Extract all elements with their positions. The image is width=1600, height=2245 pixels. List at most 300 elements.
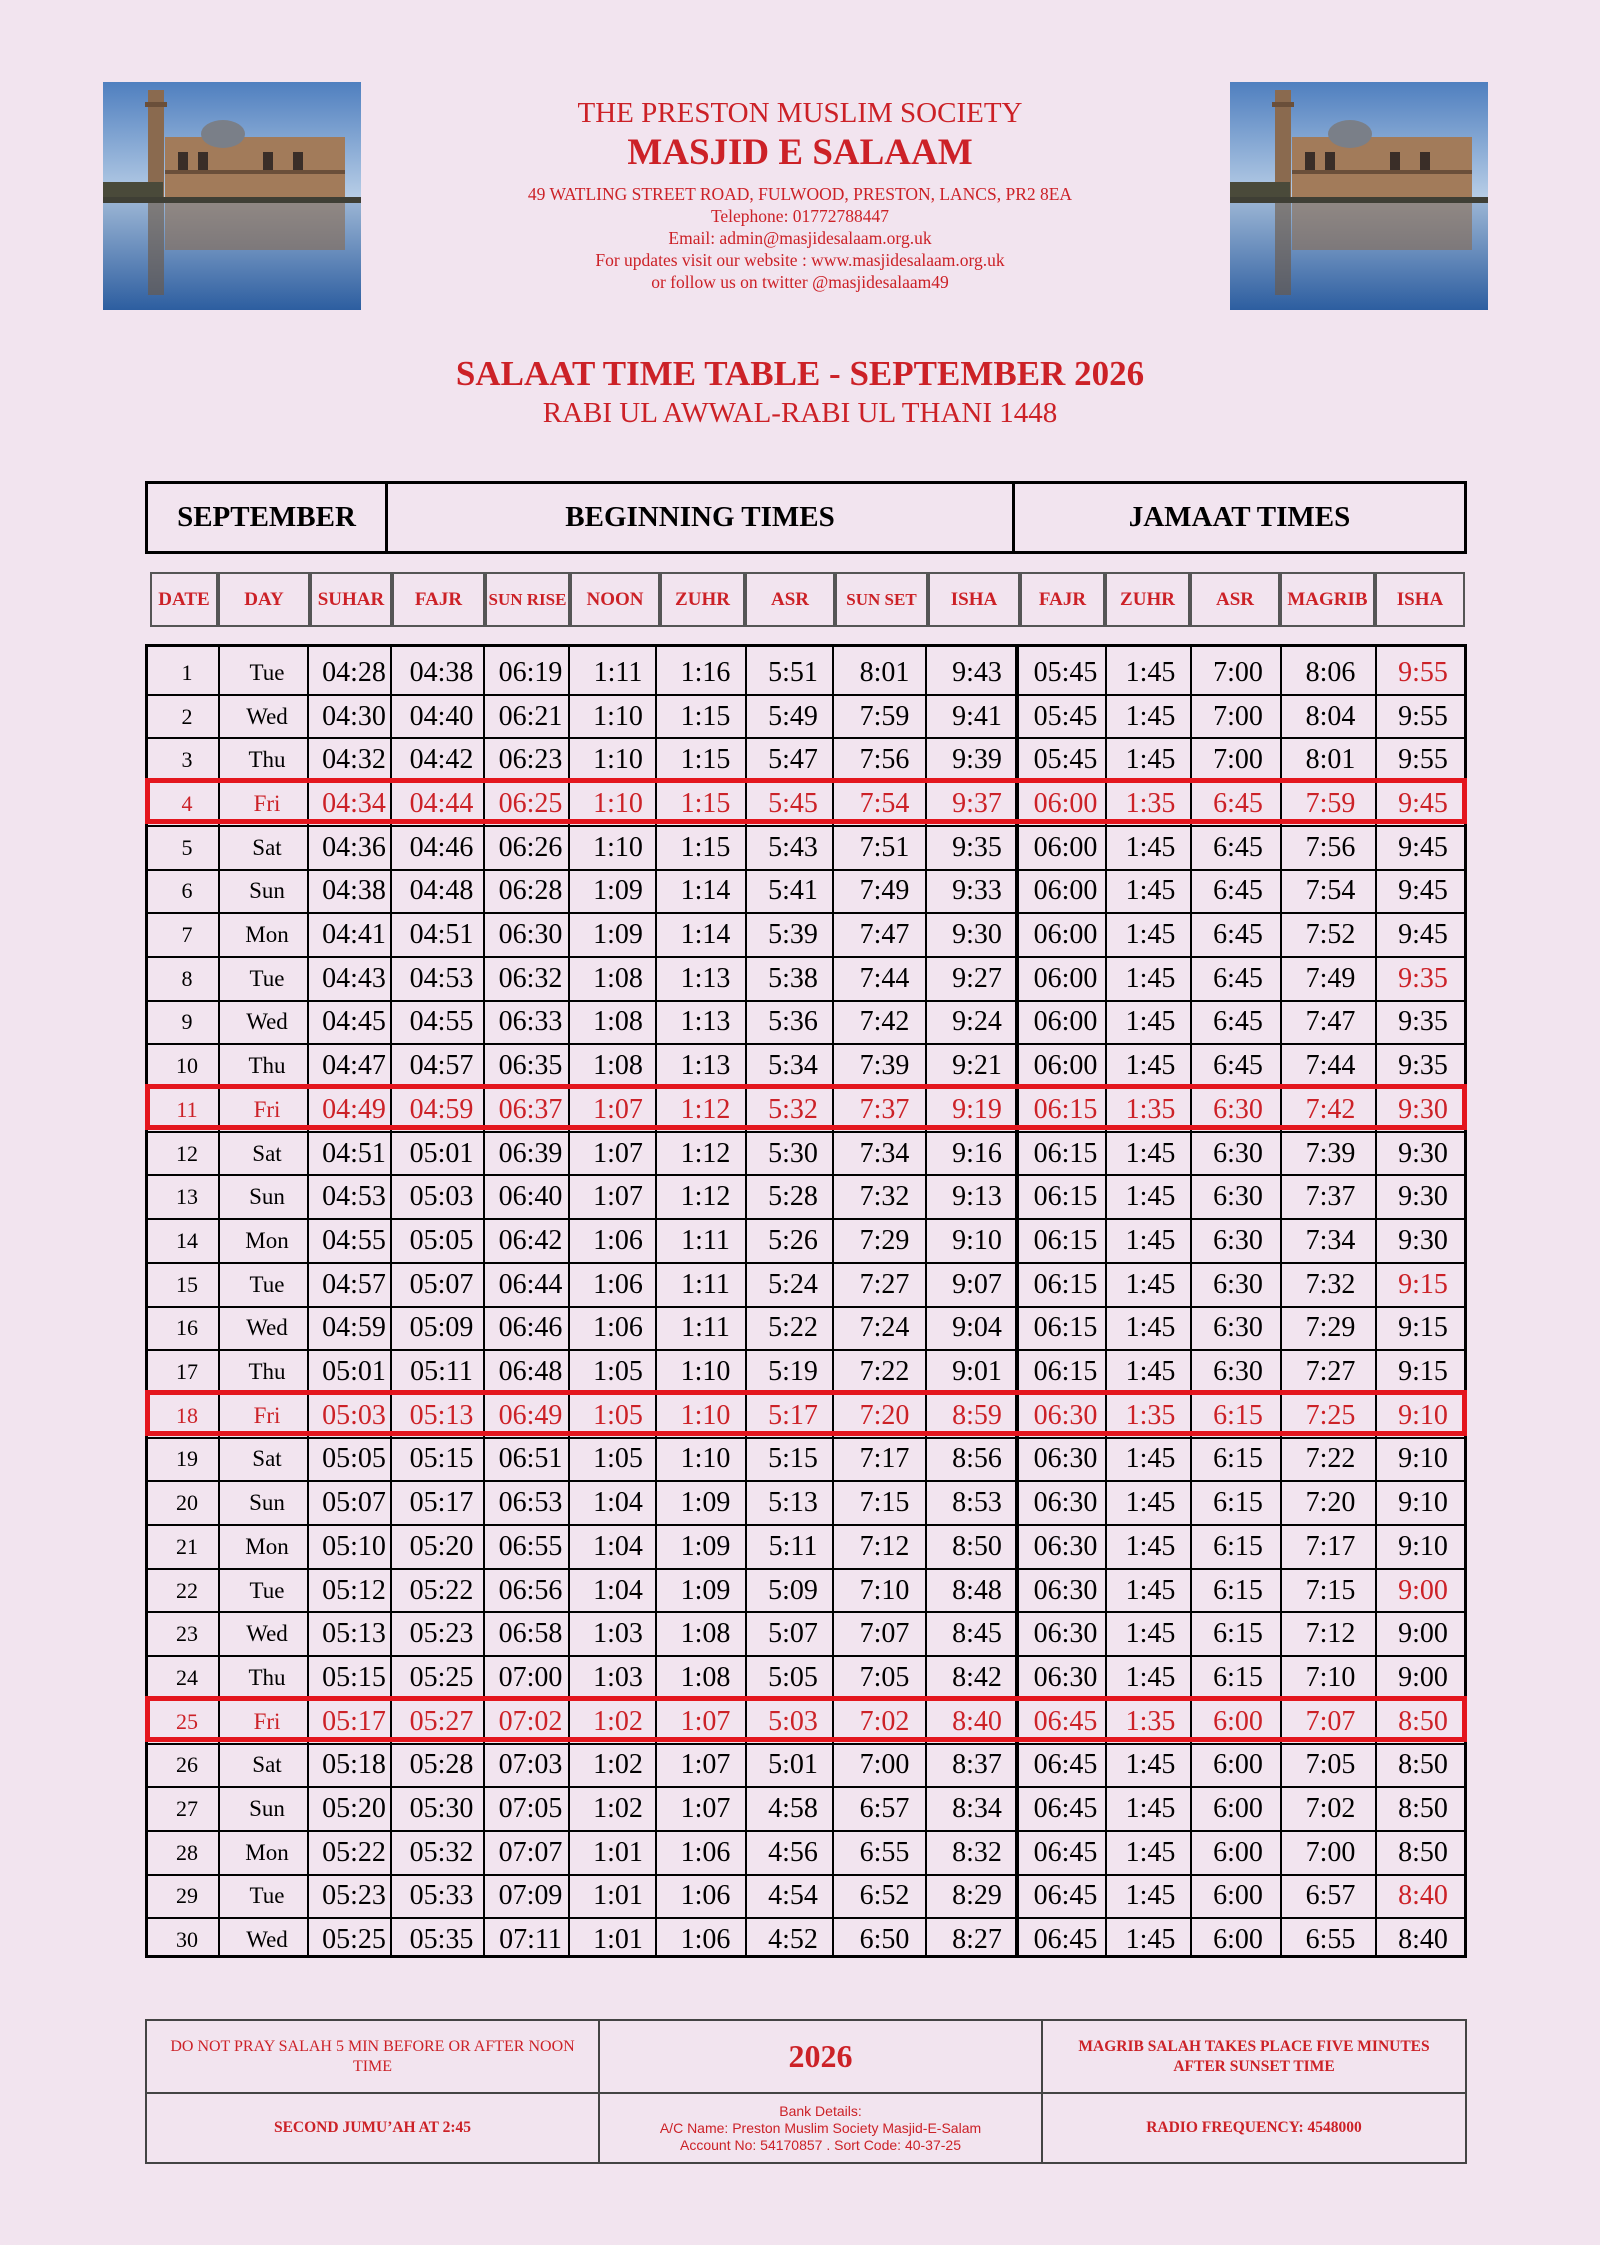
cell-sunset: 7:15	[859, 1487, 910, 1519]
cell-jamaat-zuhr: 1:45	[1125, 1443, 1176, 1475]
cell-jamaat-isha: 8:50	[1398, 1793, 1448, 1825]
cell-jamaat-asr: 6:45	[1213, 1006, 1263, 1038]
cell-jamaat-isha: 9:00	[1398, 1661, 1448, 1693]
cell-jamaat-asr: 7:00	[1213, 744, 1263, 776]
cell-isha: 9:30	[952, 919, 1002, 951]
cell-date: 29	[176, 1883, 198, 1909]
table-row	[148, 1044, 1464, 1088]
cell-sunrise: 07:07	[498, 1836, 563, 1868]
table-row	[148, 870, 1464, 914]
cell-jamaat-isha: 9:35	[1398, 962, 1448, 994]
cell-day: Fri	[253, 1096, 281, 1122]
table-row	[148, 1263, 1464, 1307]
cell-sunrise: 06:19	[498, 656, 563, 688]
cell-asr: 4:54	[768, 1880, 818, 1912]
column-header-isha: ISHA	[928, 572, 1020, 627]
column-header-date: DATE	[150, 572, 218, 627]
cell-sunrise: 07:09	[498, 1880, 563, 1912]
cell-suhar: 05:22	[322, 1836, 386, 1868]
cell-fajr: 05:01	[409, 1137, 474, 1169]
cell-noon: 1:08	[593, 1006, 643, 1038]
mosque-photo-left	[103, 82, 361, 310]
cell-jamaat-asr: 6:00	[1213, 1924, 1263, 1956]
mosque-photo-right	[1230, 82, 1488, 310]
cell-date: 6	[181, 878, 193, 904]
cell-jamaat-fajr: 05:45	[1033, 656, 1098, 688]
cell-sunrise: 06:42	[498, 1224, 563, 1256]
cell-zuhr: 1:06	[680, 1924, 731, 1956]
cell-jamaat-asr: 6:30	[1213, 1356, 1263, 1388]
cell-noon: 1:03	[593, 1661, 643, 1693]
cell-date: 9	[181, 1009, 193, 1035]
cell-isha: 8:29	[952, 1880, 1002, 1912]
cell-sunset: 7:34	[859, 1137, 910, 1169]
cell-asr: 5:11	[768, 1530, 818, 1562]
cell-sunrise: 06:21	[498, 700, 563, 732]
cell-day: Fri	[253, 790, 281, 816]
cell-suhar: 05:20	[322, 1793, 386, 1825]
bank-name: A/C Name: Preston Muslim Society Masjid-E-Salam	[659, 2119, 982, 2136]
cell-jamaat-asr: 7:00	[1213, 656, 1263, 688]
cell-sunset: 7:27	[859, 1268, 910, 1300]
cell-sunrise: 07:02	[498, 1705, 563, 1737]
cell-sunrise: 06:23	[498, 744, 563, 776]
cell-jamaat-zuhr: 1:35	[1125, 1705, 1176, 1737]
cell-jamaat-fajr: 06:30	[1033, 1399, 1098, 1431]
cell-sunset: 6:50	[859, 1924, 910, 1956]
cell-fajr: 04:51	[409, 919, 474, 951]
cell-jamaat-isha: 9:45	[1398, 787, 1448, 819]
cell-jamaat-isha: 9:10	[1398, 1443, 1448, 1475]
cell-jamaat-magrib: 7:29	[1305, 1312, 1356, 1344]
cell-sunrise: 06:48	[498, 1356, 563, 1388]
telephone: Telephone: 01772788447	[710, 206, 890, 226]
cell-jamaat-magrib: 7:52	[1305, 919, 1356, 951]
cell-asr: 5:26	[768, 1224, 818, 1256]
timetable-grid	[145, 644, 1467, 1958]
cell-suhar: 04:53	[322, 1181, 386, 1213]
cell-isha: 8:27	[952, 1924, 1002, 1956]
table-row	[148, 1132, 1464, 1176]
cell-zuhr: 1:09	[680, 1530, 731, 1562]
cell-zuhr: 1:12	[680, 1137, 731, 1169]
cell-asr: 5:13	[768, 1487, 818, 1519]
cell-isha: 9:35	[952, 831, 1002, 863]
cell-fajr: 05:20	[409, 1530, 474, 1562]
cell-jamaat-fajr: 06:15	[1033, 1137, 1098, 1169]
cell-suhar: 04:41	[322, 919, 386, 951]
cell-fajr: 04:53	[409, 962, 474, 994]
cell-asr: 4:58	[768, 1793, 818, 1825]
cell-isha: 8:50	[952, 1530, 1002, 1562]
cell-suhar: 04:47	[322, 1050, 386, 1082]
cell-sunrise: 06:30	[498, 919, 563, 951]
cell-suhar: 05:05	[322, 1443, 386, 1475]
cell-jamaat-zuhr: 1:45	[1125, 1924, 1176, 1956]
cell-noon: 1:07	[593, 1093, 643, 1125]
cell-zuhr: 1:08	[680, 1618, 731, 1650]
cell-day: Thu	[248, 747, 286, 773]
table-row	[148, 1525, 1464, 1569]
cell-zuhr: 1:06	[680, 1836, 731, 1868]
cell-jamaat-fajr: 06:15	[1033, 1268, 1098, 1300]
cell-asr: 5:19	[768, 1356, 818, 1388]
cell-zuhr: 1:07	[680, 1793, 731, 1825]
cell-sunrise: 06:37	[498, 1093, 563, 1125]
cell-date: 30	[176, 1927, 198, 1953]
cell-jamaat-isha: 9:55	[1398, 700, 1448, 732]
cell-jamaat-fajr: 06:00	[1033, 1006, 1098, 1038]
cell-asr: 5:38	[768, 962, 818, 994]
column-header-day: DAY	[218, 572, 310, 627]
table-row	[148, 1787, 1464, 1831]
cell-noon: 1:04	[593, 1487, 643, 1519]
cell-jamaat-magrib: 7:27	[1305, 1356, 1356, 1388]
column-header-sunset: SUN SET	[835, 572, 928, 627]
cell-jamaat-zuhr: 1:45	[1125, 1181, 1176, 1213]
cell-jamaat-magrib: 6:57	[1305, 1880, 1356, 1912]
table-row	[148, 1744, 1464, 1788]
cell-date: 15	[176, 1271, 198, 1297]
cell-date: 19	[176, 1446, 198, 1472]
cell-jamaat-asr: 6:45	[1213, 919, 1263, 951]
cell-fajr: 05:07	[409, 1268, 474, 1300]
cell-zuhr: 1:15	[680, 787, 731, 819]
cell-jamaat-fajr: 05:45	[1033, 744, 1098, 776]
cell-jamaat-isha: 8:40	[1398, 1880, 1448, 1912]
cell-jamaat-magrib: 7:12	[1305, 1618, 1356, 1650]
cell-suhar: 04:49	[322, 1093, 386, 1125]
cell-zuhr: 1:08	[680, 1661, 731, 1693]
cell-date: 16	[176, 1315, 198, 1341]
cell-jamaat-zuhr: 1:45	[1125, 875, 1176, 907]
cell-sunset: 7:10	[859, 1574, 910, 1606]
cell-jamaat-isha: 9:15	[1398, 1268, 1448, 1300]
cell-day: Fri	[253, 1402, 281, 1428]
cell-date: 27	[176, 1796, 198, 1822]
cell-jamaat-magrib: 7:44	[1305, 1050, 1356, 1082]
cell-jamaat-fajr: 06:30	[1033, 1661, 1098, 1693]
cell-date: 20	[176, 1490, 198, 1516]
cell-sunrise: 06:32	[498, 962, 563, 994]
table-row	[148, 913, 1464, 957]
cell-suhar: 05:13	[322, 1618, 386, 1650]
cell-fajr: 05:11	[410, 1356, 473, 1388]
column-header-jamaat-zuhr: ZUHR	[1105, 572, 1190, 627]
table-row	[148, 1175, 1464, 1219]
cell-jamaat-asr: 6:15	[1213, 1530, 1263, 1562]
cell-day: Mon	[245, 1227, 289, 1253]
email: Email: admin@masjidesalaam.org.uk	[668, 228, 932, 248]
cell-sunrise: 07:11	[499, 1924, 562, 1956]
cell-jamaat-isha: 9:45	[1398, 875, 1448, 907]
cell-jamaat-zuhr: 1:45	[1125, 1793, 1176, 1825]
cell-noon: 1:07	[593, 1181, 643, 1213]
cell-jamaat-isha: 9:15	[1398, 1312, 1448, 1344]
cell-date: 11	[176, 1096, 198, 1122]
cell-asr: 5:24	[768, 1268, 818, 1300]
cell-date: 22	[176, 1577, 198, 1603]
cell-zuhr: 1:09	[680, 1487, 731, 1519]
footer-no-pray-note: DO NOT PRAY SALAH 5 MIN BEFORE OR AFTER NOON TIME	[145, 2019, 600, 2094]
cell-jamaat-magrib: 7:25	[1305, 1399, 1356, 1431]
cell-jamaat-magrib: 7:37	[1305, 1181, 1356, 1213]
cell-noon: 1:01	[593, 1880, 643, 1912]
cell-jamaat-magrib: 7:15	[1305, 1574, 1356, 1606]
cell-sunset: 6:55	[859, 1836, 910, 1868]
cell-asr: 4:56	[768, 1836, 818, 1868]
cell-jamaat-asr: 6:00	[1213, 1749, 1263, 1781]
cell-fajr: 05:22	[409, 1574, 474, 1606]
cell-suhar: 04:43	[322, 962, 386, 994]
cell-asr: 5:36	[768, 1006, 818, 1038]
footer-radio: RADIO FREQUENCY: 4548000	[1041, 2092, 1467, 2164]
cell-noon: 1:10	[593, 831, 643, 863]
cell-jamaat-asr: 6:45	[1213, 787, 1263, 819]
cell-sunset: 7:47	[859, 919, 910, 951]
cell-day: Thu	[248, 1359, 286, 1385]
cell-jamaat-isha: 8:50	[1398, 1749, 1448, 1781]
table-row	[148, 651, 1464, 695]
column-header-zuhr: ZUHR	[660, 572, 745, 627]
cell-jamaat-magrib: 6:55	[1305, 1924, 1356, 1956]
cell-jamaat-magrib: 8:06	[1305, 656, 1356, 688]
cell-noon: 1:05	[593, 1356, 643, 1388]
cell-jamaat-magrib: 7:49	[1305, 962, 1356, 994]
cell-sunrise: 06:44	[498, 1268, 563, 1300]
cell-day: Sat	[252, 1446, 282, 1472]
cell-day: Thu	[248, 1664, 286, 1690]
cell-jamaat-asr: 6:00	[1213, 1793, 1263, 1825]
band-jamaat-times: JAMAAT TIMES	[1012, 481, 1467, 554]
cell-date: 12	[176, 1140, 198, 1166]
cell-zuhr: 1:13	[680, 962, 731, 994]
cell-fajr: 04:48	[409, 875, 474, 907]
cell-isha: 8:53	[952, 1487, 1002, 1519]
cell-date: 13	[176, 1184, 198, 1210]
band-month: SEPTEMBER	[145, 481, 388, 554]
cell-suhar: 05:07	[322, 1487, 386, 1519]
cell-jamaat-asr: 6:30	[1213, 1181, 1263, 1213]
cell-zuhr: 1:11	[681, 1224, 730, 1256]
masjid-name: MASJID E SALAAM	[627, 132, 973, 173]
cell-jamaat-magrib: 7:39	[1305, 1137, 1356, 1169]
column-header-jamaat-fajr: FAJR	[1020, 572, 1105, 627]
cell-fajr: 05:28	[409, 1749, 474, 1781]
cell-day: Wed	[246, 1621, 288, 1647]
friday-highlight-frame	[145, 1696, 1467, 1742]
cell-suhar: 04:36	[322, 831, 386, 863]
cell-isha: 9:01	[952, 1356, 1002, 1388]
cell-suhar: 04:32	[322, 744, 386, 776]
cell-noon: 1:11	[593, 656, 643, 688]
cell-zuhr: 1:07	[680, 1749, 731, 1781]
cell-jamaat-isha: 9:00	[1398, 1618, 1448, 1650]
cell-sunset: 7:54	[859, 787, 910, 819]
table-row	[148, 738, 1464, 782]
footer-bank-details	[598, 2092, 1043, 2164]
cell-jamaat-fajr: 06:30	[1033, 1487, 1098, 1519]
cell-jamaat-asr: 6:45	[1213, 831, 1263, 863]
cell-sunrise: 06:46	[498, 1312, 563, 1344]
cell-zuhr: 1:06	[680, 1880, 731, 1912]
cell-asr: 4:52	[768, 1924, 818, 1956]
cell-jamaat-magrib: 7:17	[1305, 1530, 1356, 1562]
cell-suhar: 05:23	[322, 1880, 386, 1912]
cell-asr: 5:32	[768, 1093, 818, 1125]
cell-noon: 1:02	[593, 1793, 643, 1825]
cell-jamaat-magrib: 7:54	[1305, 875, 1356, 907]
cell-jamaat-isha: 9:10	[1398, 1487, 1448, 1519]
cell-jamaat-asr: 6:45	[1213, 962, 1263, 994]
cell-zuhr: 1:14	[680, 875, 731, 907]
cell-jamaat-asr: 6:15	[1213, 1487, 1263, 1519]
cell-sunset: 7:02	[859, 1705, 910, 1737]
cell-zuhr: 1:12	[680, 1093, 731, 1125]
cell-date: 18	[176, 1402, 198, 1428]
cell-jamaat-zuhr: 1:35	[1125, 1399, 1176, 1431]
cell-suhar: 04:55	[322, 1224, 386, 1256]
cell-date: 8	[181, 965, 193, 991]
cell-sunset: 7:37	[859, 1093, 910, 1125]
table-row	[148, 1831, 1464, 1875]
cell-noon: 1:02	[593, 1749, 643, 1781]
cell-jamaat-isha: 9:55	[1398, 744, 1448, 776]
cell-jamaat-zuhr: 1:45	[1125, 1836, 1176, 1868]
cell-sunset: 6:57	[859, 1793, 910, 1825]
cell-jamaat-fajr: 06:15	[1033, 1356, 1098, 1388]
cell-jamaat-asr: 6:00	[1213, 1880, 1263, 1912]
society-name: THE PRESTON MUSLIM SOCIETY	[577, 97, 1023, 129]
cell-jamaat-fajr: 06:45	[1033, 1749, 1098, 1781]
cell-noon: 1:09	[593, 919, 643, 951]
cell-jamaat-magrib: 7:20	[1305, 1487, 1356, 1519]
footer-magrib-note: MAGRIB SALAH TAKES PLACE FIVE MINUTES AFTER SUNSET TIME	[1041, 2019, 1467, 2094]
cell-sunrise: 06:39	[498, 1137, 563, 1169]
cell-jamaat-magrib: 7:32	[1305, 1268, 1356, 1300]
cell-jamaat-fajr: 06:00	[1033, 962, 1098, 994]
column-header-sunrise: SUN RISE	[485, 572, 570, 627]
cell-fajr: 05:23	[409, 1618, 474, 1650]
cell-isha: 9:10	[952, 1224, 1002, 1256]
cell-fajr: 05:03	[409, 1181, 474, 1213]
cell-suhar: 05:03	[322, 1399, 386, 1431]
column-header-asr: ASR	[745, 572, 835, 627]
cell-zuhr: 1:15	[680, 831, 731, 863]
cell-sunrise: 06:49	[498, 1399, 563, 1431]
table-row	[148, 1569, 1464, 1613]
cell-jamaat-asr: 7:00	[1213, 700, 1263, 732]
cell-jamaat-zuhr: 1:45	[1125, 744, 1176, 776]
friday-highlight-frame	[145, 778, 1467, 824]
footer-year: 2026	[598, 2019, 1043, 2094]
cell-sunrise: 06:28	[498, 875, 563, 907]
cell-jamaat-zuhr: 1:45	[1125, 962, 1176, 994]
cell-sunset: 7:49	[859, 875, 910, 907]
column-header-jamaat-isha: ISHA	[1375, 572, 1465, 627]
cell-fajr: 04:40	[409, 700, 474, 732]
cell-date: 7	[181, 922, 193, 948]
column-header-noon: NOON	[570, 572, 660, 627]
cell-noon: 1:03	[593, 1618, 643, 1650]
cell-jamaat-zuhr: 1:45	[1125, 656, 1176, 688]
cell-noon: 1:07	[593, 1137, 643, 1169]
cell-sunrise: 06:58	[498, 1618, 563, 1650]
cell-jamaat-asr: 6:15	[1213, 1661, 1263, 1693]
cell-day: Wed	[246, 1315, 288, 1341]
cell-jamaat-zuhr: 1:45	[1125, 1661, 1176, 1693]
cell-zuhr: 1:07	[680, 1705, 731, 1737]
cell-day: Mon	[245, 1533, 289, 1559]
cell-sunset: 7:59	[859, 700, 910, 732]
cell-fajr: 05:05	[409, 1224, 474, 1256]
cell-noon: 1:06	[593, 1268, 643, 1300]
cell-noon: 1:06	[593, 1224, 643, 1256]
cell-isha: 9:43	[952, 656, 1002, 688]
cell-jamaat-fajr: 06:00	[1033, 1050, 1098, 1082]
cell-jamaat-fajr: 06:30	[1033, 1530, 1098, 1562]
column-header-suhar: SUHAR	[310, 572, 392, 627]
cell-jamaat-isha: 9:30	[1398, 1093, 1448, 1125]
table-row	[148, 1875, 1464, 1919]
cell-jamaat-isha: 9:30	[1398, 1137, 1448, 1169]
cell-jamaat-isha: 9:35	[1398, 1050, 1448, 1082]
cell-fajr: 04:55	[409, 1006, 474, 1038]
cell-day: Mon	[245, 922, 289, 948]
cell-jamaat-isha: 9:45	[1398, 831, 1448, 863]
cell-sunset: 7:44	[859, 962, 910, 994]
cell-isha: 8:56	[952, 1443, 1002, 1475]
cell-day: Tue	[249, 1271, 285, 1297]
cell-day: Thu	[248, 1053, 286, 1079]
cell-suhar: 04:34	[322, 787, 386, 819]
cell-jamaat-magrib: 7:47	[1305, 1006, 1356, 1038]
cell-sunrise: 07:05	[498, 1793, 563, 1825]
cell-isha: 9:07	[952, 1268, 1002, 1300]
cell-isha: 8:48	[952, 1574, 1002, 1606]
cell-date: 25	[176, 1708, 198, 1734]
cell-asr: 5:03	[768, 1705, 818, 1737]
cell-isha: 9:41	[952, 700, 1002, 732]
cell-day: Sun	[249, 1796, 285, 1822]
cell-day: Tue	[249, 659, 285, 685]
cell-date: 24	[176, 1664, 198, 1690]
cell-day: Wed	[246, 703, 288, 729]
cell-noon: 1:02	[593, 1705, 643, 1737]
table-row	[148, 695, 1464, 739]
cell-noon: 1:08	[593, 1050, 643, 1082]
cell-zuhr: 1:10	[680, 1443, 731, 1475]
cell-jamaat-fajr: 06:30	[1033, 1618, 1098, 1650]
cell-fajr: 04:59	[409, 1093, 474, 1125]
cell-asr: 5:07	[768, 1618, 818, 1650]
cell-jamaat-asr: 6:45	[1213, 1050, 1263, 1082]
cell-jamaat-magrib: 7:07	[1305, 1705, 1356, 1737]
cell-isha: 8:45	[952, 1618, 1002, 1650]
cell-asr: 5:09	[768, 1574, 818, 1606]
cell-jamaat-asr: 6:30	[1213, 1268, 1263, 1300]
cell-sunrise: 06:55	[498, 1530, 563, 1562]
cell-jamaat-zuhr: 1:45	[1125, 919, 1176, 951]
cell-jamaat-fajr: 06:00	[1033, 787, 1098, 819]
cell-jamaat-isha: 9:00	[1398, 1574, 1448, 1606]
cell-zuhr: 1:14	[680, 919, 731, 951]
cell-sunset: 7:20	[859, 1399, 910, 1431]
cell-suhar: 04:30	[322, 700, 386, 732]
cell-sunset: 7:07	[859, 1618, 910, 1650]
cell-jamaat-zuhr: 1:45	[1125, 1312, 1176, 1344]
cell-asr: 5:28	[768, 1181, 818, 1213]
